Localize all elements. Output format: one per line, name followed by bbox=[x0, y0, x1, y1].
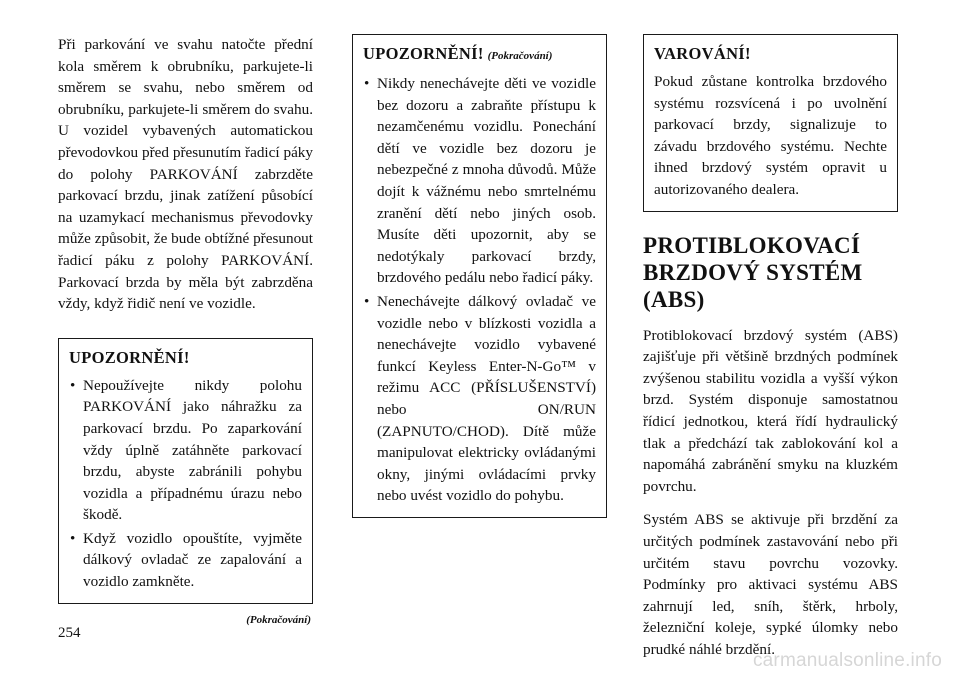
caution-box-text: Pokud zůstane kontrolka brzdového systému rozsvícená i po uvolnění parkovací brzdy, signalizuje to závadu brzdového systému. Nechte ihned brzdový systém opravit u autorizovaného dealera. bbox=[654, 73, 887, 198]
abs-paragraph-2: Systém ABS se aktivuje při brzdění za určitých podmínek zastavování nebo při určitém stavu povrchu vozovky. Podmínky pro aktivaci systému ABS zahrnují led, sníh, štěrk, hrboly, železniční koleje, sypké úlomky nebo prudké náhlé brzdění. bbox=[643, 511, 898, 658]
parking-on-slope-paragraph: Při parkování ve svahu natočte přední kola směrem k obrubníku, parkujete-li směrem se svahu, nebo směrem od obrubníku, parkujete-li směrem do svahu. U vozidel vybavených automatickou převodovkou před přesunutím řadicí páky do polohy PARKOVÁNÍ zabrzděte parkovací brzdu, jinak zatížení působící na uzamykací mechanismus převodovky může způsobit, že bude obtížné přesunout řadicí páku z polohy PARKOVÁNÍ. Parkovací brzda by měla být zabrzděna vždy, když řidič není ve vozidle. bbox=[58, 36, 313, 313]
caution-box-brake-light bbox=[643, 34, 898, 212]
warning-item: • Nikdy nenechávejte děti ve vozidle bez dozoru a zabraňte přístupu k nezamčenému vozidlu. Ponechání dětí ve vozidle bez dozoru je nebezpečné z mnoha důvodů. Může dojít k vážnému nebo smrtelnému zranění dětí nebo jiných osob. Musíte děti upozornit, aby se nedotýkaly parkovací brzdy, brzdového pedálu nebo řadicí páky. bbox=[363, 73, 596, 289]
warning-item: • Když vozidlo opouštíte, vyjměte dálkový ovladač ze zapalování a vozidlo zamkněte. bbox=[69, 528, 302, 593]
watermark: carmanualsonline.info bbox=[752, 650, 942, 671]
caution-box-title: VAROVÁNÍ! bbox=[654, 44, 751, 63]
warning-list bbox=[69, 375, 302, 593]
warning-box-continued bbox=[352, 34, 607, 518]
section-heading-abs: PROTIBLOKOVACÍ BRZDOVÝ SYSTÉM (ABS) bbox=[643, 232, 863, 312]
page-number: 254 bbox=[58, 625, 81, 641]
right-column bbox=[643, 34, 898, 660]
abs-paragraph-1: Protiblokovací brzdový systém (ABS) zajišťuje při většině brzdných podmínek zvýšenou stabilitu vozidla a vyšší výkon brzd. Systém disponuje samostatnou řídicí jednotkou, která řídí hydraulický tlak a předchází tak zablokování kol a napomáhá zabránění smyku na kluzkém povrchu. bbox=[643, 326, 898, 495]
warning-box-parking bbox=[58, 338, 313, 604]
continued-note: (Pokračování) bbox=[246, 613, 311, 626]
warning-item: • Nenechávejte dálkový ovladač ve vozidle nebo v blízkosti vozidla a nenechávejte vozidlo vybavené funkcí Keyless Enter-N-Go™ v režimu ACC (PŘÍSLUŠENSTVÍ) nebo ON/RUN (ZAPNUTO/CHOD). Dítě může manipulovat elektricky ovládanými okny, jinými ovládacími prvky nebo uvést vozidlo do pohybu. bbox=[363, 291, 596, 507]
warning-item: • Nepoužívejte nikdy polohu PARKOVÁNÍ jako náhražku za parkovací brzdu. Po zaparkování vždy úplně zatáhněte parkovací brzdu, abyste zabránili pohybu vozidla a případnému úrazu nebo škodě. bbox=[69, 375, 302, 526]
warning-box-title bbox=[363, 43, 596, 67]
middle-column bbox=[352, 34, 607, 518]
left-column bbox=[58, 34, 313, 631]
continued-suffix: (Pokračování) bbox=[487, 50, 553, 62]
warning-title-text: UPOZORNĚNÍ! bbox=[363, 44, 484, 63]
warning-list bbox=[363, 73, 596, 507]
warning-box-title: UPOZORNĚNÍ! bbox=[69, 347, 190, 367]
